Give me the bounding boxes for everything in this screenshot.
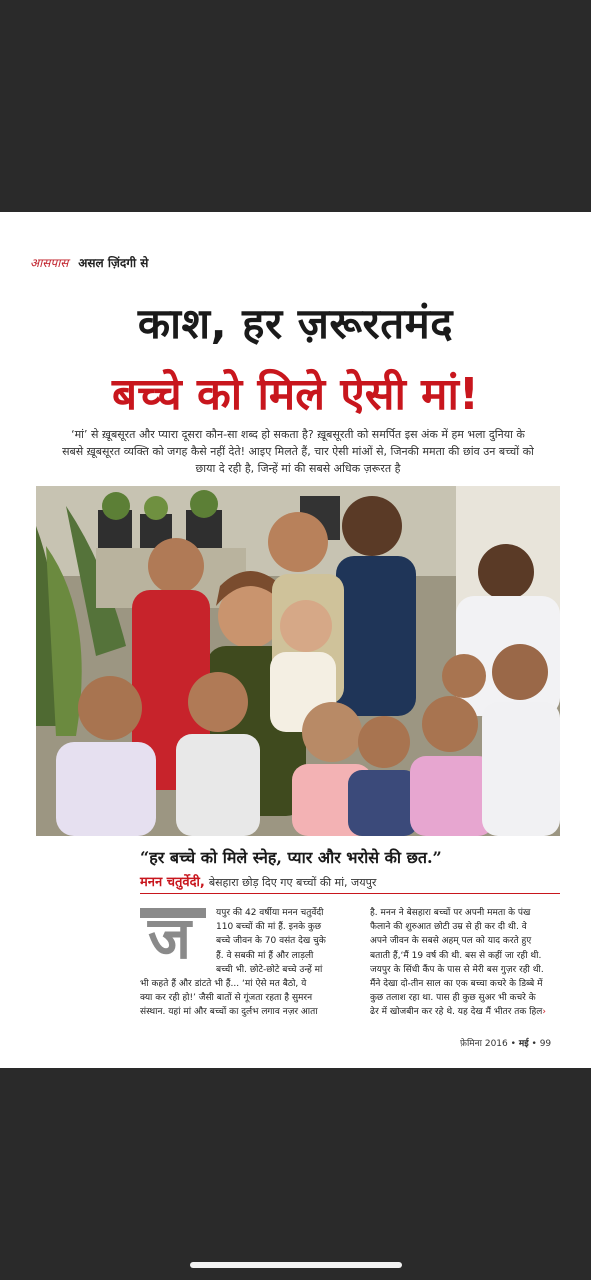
folio-separator: • <box>510 1039 516 1049</box>
folio-page-number: 99 <box>539 1039 552 1049</box>
group-photo <box>36 486 560 836</box>
body-line: जयपुर के सिंधी कैंप के पास से मेरी बस गुज़र रही थी. <box>370 964 544 975</box>
magazine-page <box>0 212 591 1068</box>
section-label: आसपास <box>30 256 69 270</box>
continue-arrow-icon: › <box>542 1007 546 1018</box>
folio-month: मई <box>518 1039 529 1049</box>
viewer-bottom-bar <box>0 1068 591 1280</box>
body-line: भी कहते हैं और डांटते भी हैं... ‘मां ऐसे मत बैठो, ये <box>140 979 307 990</box>
body-line: 110 बच्चों की मां हैं. इनके कुछ <box>216 922 322 933</box>
folio <box>460 1036 551 1049</box>
body-line: यपुर की 42 वर्षीया मनन चतुर्वेदी <box>216 908 324 918</box>
section-kicker <box>30 254 148 271</box>
body-column-left <box>140 906 340 1020</box>
byline-name: मनन चतुर्वेदी, <box>140 875 205 890</box>
body-line: बताती हैं,‘मैं 19 वर्ष की थी. बस से कहीं जा रही थी. <box>370 950 542 961</box>
folio-magazine: फ़ेमिना 2016 <box>460 1039 508 1049</box>
headline-line-2: बच्चे को मिले ऐसी मां! <box>112 369 479 420</box>
body-line: फैलाने की शुरुआत छोटी उम्र से ही कर दी थी. वे <box>370 922 527 933</box>
body-line: बच्ची भी. छोटे-छोटे बच्चे उन्हें मां <box>216 964 323 975</box>
body-column-right <box>370 906 565 1020</box>
body-line-last <box>370 1005 565 1019</box>
body-line: मैंने देखा दो-तीन साल का एक बच्चा कचरे के डिब्बे में <box>370 979 543 990</box>
body-line: हैं. वे सबकी मां हैं और लाड़ली <box>216 950 314 961</box>
byline <box>140 872 560 890</box>
headline-line-1: काश, हर ज़रूरतमंद <box>137 299 454 348</box>
standfirst: ‘मां’ से ख़ूबसूरत और प्यारा दूसरा कौन-सा शब्द हो सकता है? ख़ूबसूरती को समर्पित इस अंक में हम भला दुनिया के सबसे ख़ूबसूरत व्यक्ति को जगह कैसे नहीं देते! आइए मिलते हैं, चार ऐसी मांओं से, जिनकी ममता की छांव उन बच्चों को छाया दे रही है, जिन्हें मां की सबसे अधिक ज़रूरत है <box>62 428 534 475</box>
drop-cap-letter: ज <box>148 904 192 972</box>
pull-quote: “हर बच्चे को मिले स्नेह, प्यार और भरोसे की छत.” <box>140 848 442 867</box>
body-line: है. मनन ने बेसहारा बच्चों पर अपनी ममता के पंख <box>370 908 531 918</box>
viewer-top-bar <box>0 0 591 212</box>
group-photo-illustration <box>36 486 560 836</box>
body-line: संस्थान. यहां मां और बच्चों का दुर्लभ लगाव नज़र आता <box>140 1007 318 1018</box>
body-line: बच्चे जीवन के 70 वसंत देख चुके <box>216 936 326 947</box>
subsection-label: असल ज़िंदगी से <box>78 256 149 270</box>
body-line-text: ढेर में खोजबीन कर रहे थे. यह देख मैं भीतर तक हिल <box>370 1007 543 1018</box>
home-indicator[interactable] <box>190 1262 402 1268</box>
body-line: कुछ तलाश रहा था. पास ही कुछ सुअर भी कचरे के <box>370 993 536 1004</box>
body-line: अपने जीवन के सबसे अहम् पल को याद करते हुए <box>370 936 532 947</box>
byline-rule <box>140 893 560 894</box>
folio-separator: • <box>531 1039 537 1049</box>
byline-description: बेसहारा छोड़ दिए गए बच्चों की मां, जयपुर <box>208 876 377 889</box>
body-line: क्या कर रही हो!’ जैसी बातों से गूंजता रहता है सुमरन <box>140 993 313 1004</box>
